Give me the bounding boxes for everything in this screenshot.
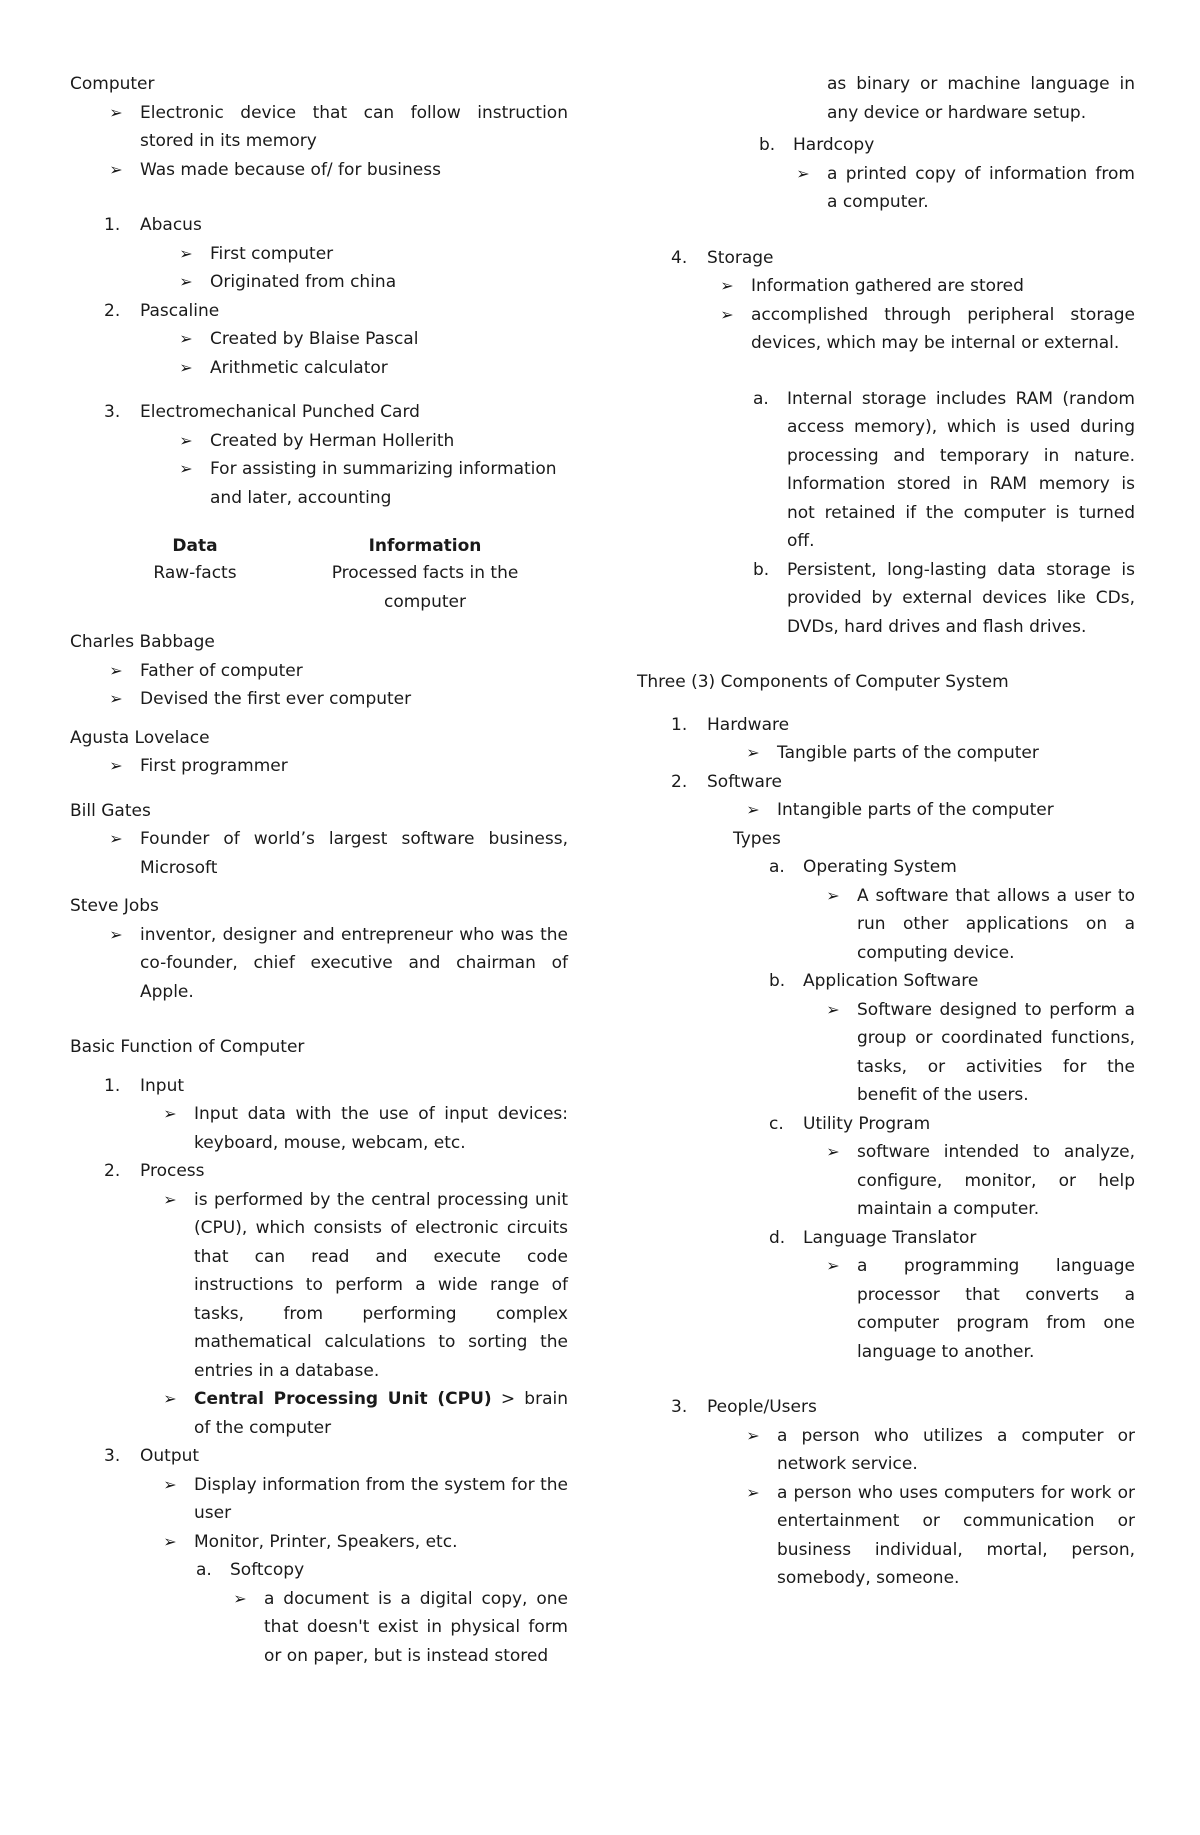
arrowhead-bullet-icon: ➢ — [826, 885, 840, 905]
arrowhead-bullet-icon: ➢ — [746, 1482, 760, 1502]
arrowhead-bullet-icon: ➢ — [720, 276, 734, 295]
list-item-pascaline: 2. Pascaline — [104, 300, 220, 321]
person-name: Steve Jobs — [70, 896, 159, 916]
bullet-item: ➢ Father of computer — [140, 657, 568, 686]
softcopy-continuation: as binary or machine language in any device or hardware setup. — [827, 74, 1135, 123]
section-title-computer: Computer — [70, 74, 155, 94]
arrowhead-bullet-icon: ➢ — [109, 924, 123, 944]
arrowhead-bullet-icon: ➢ — [179, 357, 193, 377]
bullet-item: ➢ a programming language processor that converts a computer program from one language to another. — [857, 1252, 1135, 1366]
person-name: Bill Gates — [70, 800, 151, 821]
list-item-process: 2. Process — [104, 1161, 205, 1181]
table-header-information: Information — [368, 536, 482, 556]
table-header-data: Data — [172, 536, 218, 556]
bullet-item: ➢ For assisting in summarizing information and later, accounting — [210, 455, 568, 512]
arrowhead-bullet-icon: ➢ — [179, 430, 193, 450]
arrowhead-bullet-icon: ➢ — [720, 304, 734, 324]
arrowhead-bullet-icon: ➢ — [163, 1474, 177, 1494]
bullet-item: ➢ Originated from china — [210, 268, 568, 297]
arrowhead-bullet-icon: ➢ — [109, 829, 123, 848]
bullet-item: ➢ software intended to analyze, configure, monitor, or help maintain a computer. — [857, 1138, 1135, 1224]
bullet-item: ➢ is performed by the central processing unit (CPU), which consists of electronic circuits that can read and execute code instructions to perform a wide range of tasks, from performing complex mathematical calculations to sorting the entries in a database. — [194, 1186, 568, 1386]
bullet-item: ➢ Information gathered are stored — [751, 272, 1135, 301]
storage-internal: a. Internal storage includes RAM (random access memory), which is used during processing and temporary in nature. Information stored in RAM memory is not retained if the computer is turned off. — [753, 388, 1135, 551]
bullet-item: ➢ a document is a digital copy, one that doesn't exist in physical form or on paper, but is instead stored — [264, 1585, 568, 1671]
list-item-hardcopy: b. Hardcopy — [759, 135, 875, 155]
list-item-input: 1. Input — [104, 1075, 185, 1096]
arrowhead-bullet-icon: ➢ — [109, 159, 123, 179]
software-type-application: b. Application Software — [769, 971, 979, 991]
bullet-item: ➢ Was made because of/ for business — [140, 156, 568, 185]
bullet-item: ➢ a person who uses computers for work or entertainment or communication or business individual, mortal, person, somebody, someone. — [777, 1479, 1135, 1593]
types-label: Types — [733, 828, 781, 849]
arrowhead-bullet-icon: ➢ — [746, 1425, 760, 1445]
left-column — [70, 70, 568, 1670]
arrowhead-bullet-icon: ➢ — [826, 1256, 840, 1275]
arrowhead-bullet-icon: ➢ — [179, 329, 193, 348]
arrowhead-bullet-icon: ➢ — [163, 1189, 177, 1209]
list-item-people-users: 3. People/Users — [671, 1397, 817, 1417]
bullet-item: ➢ Created by Herman Hollerith — [210, 427, 568, 456]
arrowhead-bullet-icon: ➢ — [109, 660, 123, 680]
bullet-item: ➢ First computer — [210, 240, 568, 269]
bullet-item: ➢ Software designed to perform a group or coordinated functions, tasks, or activities for the benefit of the users. — [857, 996, 1135, 1110]
arrowhead-bullet-icon: ➢ — [163, 1531, 177, 1551]
arrowhead-bullet-icon: ➢ — [163, 1104, 177, 1123]
list-item-software: 2. Software — [671, 771, 782, 792]
storage-persistent: b. Persistent, long-lasting data storage is provided by external devices like CDs, DVDs, hard drives and flash drives. — [753, 559, 1135, 637]
bullet-item: ➢ Display information from the system for the user — [194, 1471, 568, 1528]
arrowhead-bullet-icon: ➢ — [163, 1389, 177, 1408]
bullet-item: ➢ Intangible parts of the computer — [777, 796, 1135, 825]
bullet-item: ➢ A software that allows a user to run other applications on a computing device. — [857, 882, 1135, 968]
list-item-abacus: 1. Abacus — [104, 215, 202, 235]
bullet-item: ➢ Monitor, Printer, Speakers, etc. — [194, 1528, 568, 1557]
person-name: Charles Babbage — [70, 632, 215, 652]
list-item-storage: 4. Storage — [671, 247, 774, 268]
list-item-hardware: 1. Hardware — [671, 714, 790, 735]
bullet-item: ➢ a printed copy of information from a computer. — [827, 160, 1135, 217]
arrowhead-bullet-icon: ➢ — [826, 999, 840, 1019]
arrowhead-bullet-icon: ➢ — [109, 102, 123, 122]
arrowhead-bullet-icon: ➢ — [179, 272, 193, 291]
person-name: Agusta Lovelace — [70, 727, 210, 748]
list-item-output: 3. Output — [104, 1446, 200, 1466]
bullet-item: ➢ Created by Blaise Pascal — [210, 325, 568, 354]
bullet-item: ➢ Central Processing Unit (CPU) > brain of the computer — [194, 1385, 568, 1442]
bullet-item: ➢ Founder of world’s largest software business, Microsoft — [140, 825, 568, 882]
table-cell-information: Processed facts in the computer — [331, 563, 519, 612]
bullet-item: ➢ Tangible parts of the computer — [777, 739, 1135, 768]
software-type-translator: d. Language Translator — [769, 1227, 977, 1248]
right-column — [637, 70, 1135, 1593]
bullet-item: ➢ Arithmetic calculator — [210, 354, 568, 383]
list-item-softcopy: a. Softcopy — [196, 1560, 305, 1580]
arrowhead-bullet-icon: ➢ — [826, 1142, 840, 1161]
bullet-item: ➢ a person who utilizes a computer or network service. — [777, 1422, 1135, 1479]
section-title-components: Three (3) Components of Computer System — [637, 672, 1009, 692]
arrowhead-bullet-icon: ➢ — [746, 743, 760, 762]
software-type-os: a. Operating System — [769, 857, 957, 877]
arrowhead-bullet-icon: ➢ — [796, 163, 810, 183]
bullet-item: ➢ Devised the first ever computer — [140, 685, 568, 714]
list-item-punched-card: 3. Electromechanical Punched Card — [104, 402, 420, 422]
software-type-utility: c. Utility Program — [769, 1113, 931, 1134]
bullet-item: ➢ inventor, designer and entrepreneur who was the co-founder, chief executive and chairman of Apple. — [140, 921, 568, 1007]
section-title-basic-function: Basic Function of Computer — [70, 1037, 305, 1057]
arrowhead-bullet-icon: ➢ — [746, 800, 760, 819]
arrowhead-bullet-icon: ➢ — [233, 1588, 247, 1608]
bullet-item: ➢ accomplished through peripheral storage devices, which may be internal or external. — [751, 301, 1135, 358]
arrowhead-bullet-icon: ➢ — [109, 756, 123, 775]
bullet-item: ➢ Input data with the use of input devices: keyboard, mouse, webcam, etc. — [194, 1100, 568, 1157]
arrowhead-bullet-icon: ➢ — [109, 689, 123, 708]
data-information-table — [70, 532, 568, 612]
bullet-item: ➢ Electronic device that can follow instruction stored in its memory — [140, 99, 568, 156]
cpu-term: Central Processing Unit (CPU) — [194, 1389, 492, 1409]
arrowhead-bullet-icon: ➢ — [179, 243, 193, 263]
table-cell-data: Raw-facts — [153, 563, 237, 583]
bullet-item: ➢ First programmer — [140, 752, 568, 781]
arrowhead-bullet-icon: ➢ — [179, 459, 193, 478]
